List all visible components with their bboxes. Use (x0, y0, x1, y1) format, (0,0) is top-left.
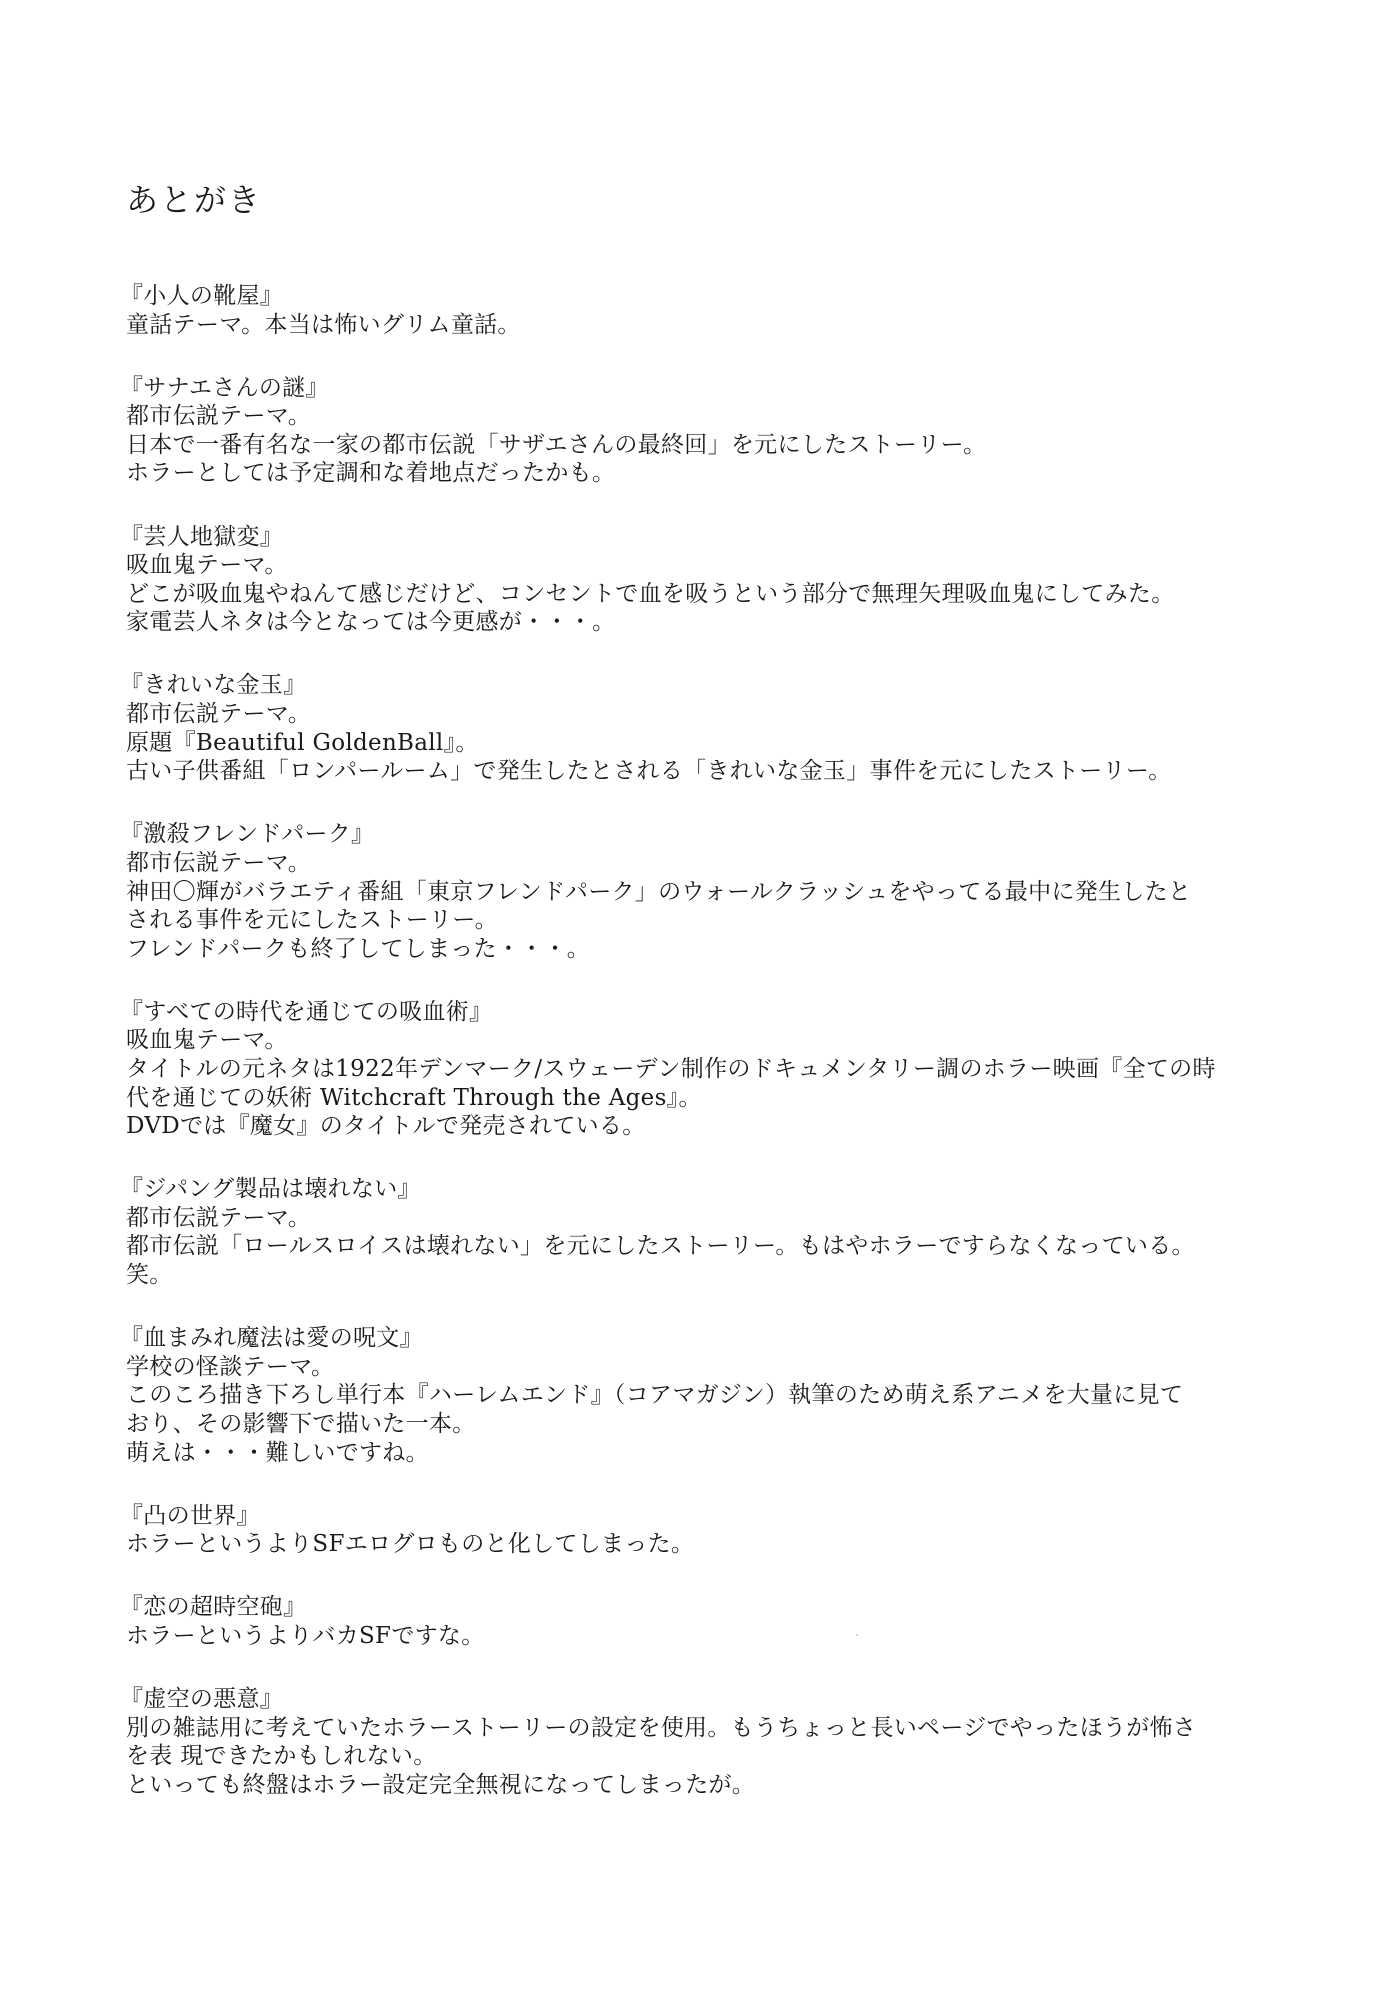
entry-text-line: 家電芸人ネタは今となっては今更感が・・・。 (126, 609, 616, 636)
entry-title: 『血まみれ魔法は愛の呪文』 (120, 1325, 423, 1352)
entry-text-line: 日本で一番有名な一家の都市伝説「サザエさんの最終回」を元にしたストーリー。 (126, 431, 987, 458)
entry-title: 『芸人地獄変』 (120, 523, 284, 550)
afterword-entry (120, 374, 1286, 488)
entry-title: 『激殺フレンドパーク』 (120, 821, 375, 848)
entry-text-line: 都市伝説「ロールスロイスは壊れない」を元にしたストーリー。もはやホラーですらなくなっている。 (126, 1233, 1195, 1260)
afterword-page (120, 180, 1286, 1834)
afterword-entry (120, 1685, 1286, 1799)
entry-text-line: フレンドパークも終了してしまった・・・。 (126, 935, 591, 962)
entry-title: 『きれいな金玉』 (120, 672, 307, 699)
entry-text-line: 萌えは・・・難しいですね。 (126, 1439, 429, 1466)
entry-text-line: タイトルの元ネタは1922年デンマーク/スウェーデン制作のドキュメンタリー調のホラー映画『全ての時 (126, 1055, 1216, 1082)
entry-title: 『虚空の悪意』 (120, 1685, 284, 1712)
entry-text-line: ホラーというよりSFエログロものと化してしまった。 (126, 1531, 695, 1558)
entry-title: 『すべての時代を通じての吸血術』 (120, 998, 493, 1025)
entry-text-line: 都市伝説テーマ。 (126, 849, 312, 876)
entry-text-line: 古い子供番組「ロンパールーム」で発生したとされる「きれいな金玉」事件を元にしたストーリー。 (126, 758, 1172, 785)
afterword-entry (120, 1175, 1286, 1289)
entry-text-line: このころ描き下ろし単行本『ハーレムエンド』（コアマガジン）執筆のため萌え系アニメを大量に見て (126, 1382, 1184, 1409)
entry-title: 『ジパング製品は壊れない』 (120, 1176, 421, 1203)
entry-title: 『凸の世界』 (120, 1502, 260, 1529)
entry-text-line: 代を通じての妖術 Witchcraft Through the Ages』。 (126, 1084, 702, 1111)
afterword-entry (120, 1593, 1286, 1650)
afterword-entry (120, 671, 1286, 785)
entry-text-line: ホラーというよりバカSFですな。 (126, 1622, 485, 1649)
scan-speck (856, 1634, 858, 1636)
entry-text-line: される事件を元にしたストーリー。 (126, 907, 498, 934)
entry-text-line: 原題『Beautiful GoldenBall』。 (126, 729, 479, 756)
entry-text-line: ホラーとしては予定調和な着地点だったかも。 (126, 460, 616, 487)
entry-text-line: 神田〇輝がバラエティ番組「東京フレンドパーク」のウォールクラッシュをやってる最中に発生したと (126, 878, 1192, 905)
afterword-entry (120, 1324, 1286, 1467)
entry-text-line: どこが吸血鬼やねんて感じだけど、コンセントで血を吸うという部分で無理矢理吸血鬼にしてみた。 (126, 580, 1175, 607)
entry-text-line: 吸血鬼テーマ。 (126, 552, 288, 579)
entry-list (120, 282, 1286, 1799)
entry-text-line: 学校の怪談テーマ。 (126, 1353, 335, 1380)
entry-text-line: おり、その影響下で描いた一本。 (126, 1410, 476, 1437)
entry-text-line: 別の雑誌用に考えていたホラーストーリーの設定を使用。もうちょっと長いページでやったほうが怖さ (126, 1714, 1197, 1741)
afterword-entry (120, 998, 1286, 1141)
entry-text-line: といっても終盤はホラー設定完全無視になってしまったが。 (126, 1771, 756, 1798)
entry-text-line: 笑。 (126, 1262, 173, 1289)
afterword-entry (120, 282, 1286, 339)
afterword-entry (120, 820, 1286, 963)
entry-text-line: 都市伝説テーマ。 (126, 701, 312, 728)
entry-text-line: DVDでは『魔女』のタイトルで発売されている。 (126, 1113, 646, 1140)
entry-text-line: 童話テーマ。本当は怖いグリム童話。 (126, 311, 521, 338)
entry-title: 『恋の超時空砲』 (120, 1594, 307, 1621)
afterword-entry (120, 523, 1286, 637)
entry-title: 『サナエさんの謎』 (120, 374, 329, 401)
entry-text-line: 都市伝説テーマ。 (126, 1204, 312, 1231)
page-title: あとがき (126, 181, 263, 219)
entry-text-line: 吸血鬼テーマ。 (126, 1027, 288, 1054)
afterword-entry (120, 1502, 1286, 1559)
entry-title: 『小人の靴屋』 (120, 283, 284, 309)
entry-text-line: 都市伝説テーマ。 (126, 403, 312, 430)
entry-text-line: を表 現できたかもしれない。 (126, 1743, 437, 1770)
